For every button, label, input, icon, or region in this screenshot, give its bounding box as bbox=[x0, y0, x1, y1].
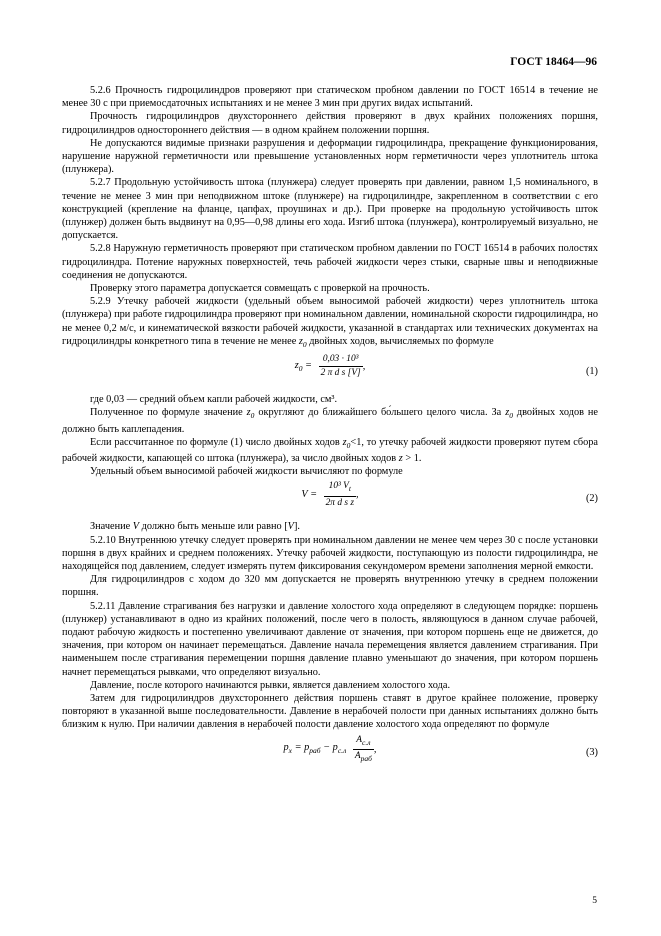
paragraph: Если рассчитанное по формуле (1) число двойных ходов $z_0<1$, то утечку рабочей жидкости проверяют путем сбора рабочей жидкости, капающей со штока (плунжера), за число двойных ходов z > 1. bbox=[62, 436, 599, 465]
paragraph: Полученное по формуле значение $z_0$ округляют до ближайшего бо́льшего целого числа. За $z_0$ двойных ходов не должно быть каплепадения. bbox=[62, 407, 599, 435]
paragraph: Проверку этого параметра допускается совмещать с проверкой на прочность. bbox=[90, 283, 430, 295]
document-header: ГОСТ 18464—96 bbox=[510, 56, 597, 68]
paragraph: Прочность гидроцилиндров двухстороннего действия проверяют в двух крайних положениях поршня, гидроцилиндров одностороннего действия — в одном крайнем положении поршня. bbox=[62, 111, 598, 136]
paragraph bbox=[62, 295, 598, 351]
paragraph-text: 5.2.9 Утечку рабочей жидкости (удельный объем выносимой рабочей жидкости) через уплотнитель штока (плунжера) при работе гидроцилиндра проверяют при номинальном давлении, номинальной скорости гидроцилиндра, но не менее 0,2 м/с, и кинематической вязкости рабочей жидкости, указанной в стандартах или технических документах на гидроцилиндры конкретного типа в течение не менее bbox=[62, 296, 598, 347]
document-body bbox=[62, 84, 598, 774]
paragraph: 5.2.10 Внутреннюю утечку следует проверять при номинальном давлении не менее чем через 30 с после установки поршня в двух крайних и среднем положениях. Утечку рабочей жидкости, поступающую из полости гидроцилиндра, не находящейся под давлением, следует измерять путем фиксирования секундомером времени заполнения мерной емкости. bbox=[62, 534, 598, 573]
formula-1: $z_0$ = $\frac{\text{0,03 · 10³}}{\text{2 π d s [V]}}$ , (1) bbox=[62, 353, 598, 391]
paragraph: 5.2.6 Прочность гидроцилиндров проверяют при статическом пробном давлении по ГОСТ 16514 в течение не менее 30 с при приемосдаточных испытаниях и не менее 3 мин при других видах испытаний. bbox=[62, 85, 598, 110]
paragraph: 5.2.8 Наружную герметичность проверяют при статическом пробном давлении по ГОСТ 16514 в рабочих полостях гидроцилиндра. Потение наружных поверхностей, течь рабочей жидкости через стыки, сварные швы и неподвижные соединения не допускаются. bbox=[62, 243, 598, 281]
formula-denominator: 2π d s z bbox=[325, 497, 355, 508]
formula-2: V = $\frac{10^3 V_t}{\text{2π d s z}}$ , (2) bbox=[62, 480, 598, 518]
page-number: 5 bbox=[592, 896, 597, 906]
symbol-z0: $z_0$ bbox=[246, 407, 255, 421]
formula-numerator: $A_{с.л}$ bbox=[353, 734, 374, 750]
paragraph: Затем для гидроцилиндров двухстороннего действия поршень ставят в другое крайнее положение, проверку повторяют в указанной выше последовательности. Давление в нерабочей полости при данных испытаниях должно быть близким к нулю. При наличии давления в нерабочей полости давление холостого хода определяют по формуле bbox=[62, 693, 598, 731]
formula-fraction bbox=[324, 480, 356, 509]
symbol-v: V bbox=[132, 521, 140, 533]
paragraph: 5.2.7 Продольную устойчивость штока (плунжера) следует проверять при давлении, равном 1,5 номинального, в течение не менее 3 мин при неподвижном штоке (плунжере) на гидроцилиндре, закрепленном в соответствии с его конструкцией (крепление на фланце, цапфах, проушинах и др.). При проверке на продольную устойчивость шток (плунжер) должен быть выдвинут на 0,95—0,98 длины его хода. Изгиб штока (плунжера), контролируемый визуально, не допускается. bbox=[62, 177, 598, 242]
formula-numerator: 0,03 · 10³ bbox=[319, 353, 363, 367]
formula-fraction bbox=[353, 734, 374, 765]
symbol-z0: $z_0$ bbox=[505, 407, 513, 421]
formula-numerator: 10³ $V_t$ bbox=[324, 480, 356, 496]
symbol-z: z bbox=[398, 453, 403, 465]
formula-fraction bbox=[319, 353, 363, 380]
formula-number: (1) bbox=[585, 366, 598, 378]
formula-lhs: $p_x = p_{раб} - p_{с.л}$ bbox=[283, 742, 347, 756]
formula-denominator: $A_{раб}$ bbox=[354, 750, 372, 763]
paragraph: где 0,03 — средний объем капли рабочей жидкости, см³. bbox=[90, 394, 338, 406]
formula-number: (3) bbox=[585, 746, 598, 758]
formula-number: (2) bbox=[585, 493, 598, 505]
symbol-v: V bbox=[287, 521, 294, 533]
paragraph: Удельный объем выносимой рабочей жидкости вычисляют по формуле bbox=[90, 466, 403, 478]
formula-lhs: $z_0$ = bbox=[294, 359, 312, 373]
paragraph: Для гидроцилиндров с ходом до 320 мм допускается не проверять внутреннюю утечку в среднем положении поршня. bbox=[62, 574, 598, 599]
paragraph: 5.2.11 Давление страгивания без нагрузки и давление холостого хода определяют в следующем порядке: поршень (плунжер) устанавливают в одно из крайних положений, после чего в полость, являющуюся в данном случае рабочей, подают рабочую жидкость и постепенно увеличивают давление от значения, при котором поршень еще не движется, до значения, при котором он начинает перемещаться. Давление начала перемещения является давлением страгивания. При наименьшем после страгивания перемещении поршня давление плавно уменьшают до значения, при котором поршень начнет перемещаться рывками, что определяют визуально. bbox=[62, 600, 598, 678]
formula-3: $p_x = p_{раб} - p_{с.л}$ $\frac{A_{с.л}}{A_{раб}}$ , (3) bbox=[62, 734, 598, 772]
symbol-z0: $z_0$ bbox=[298, 335, 307, 349]
paragraph-text: двойных ходов, вычисляемых по формуле bbox=[309, 335, 494, 347]
formula-lhs: V = bbox=[301, 489, 318, 501]
formula-denominator: 2 π d s [V] bbox=[320, 368, 361, 379]
paragraph: Не допускаются видимые признаки разрушения и деформации гидроцилиндра, прекращение функционирования, нарушение наружной герметичности или превышение установленных норм герметичности через уплотнитель штока (плунжера). bbox=[62, 137, 598, 176]
paragraph: Значение V должно быть меньше или равно [V]. bbox=[90, 521, 300, 533]
symbol-z0: $z_0$ bbox=[342, 436, 351, 450]
paragraph: Давление, после которого начинаются рывки, является давлением холостого хода. bbox=[90, 679, 451, 691]
